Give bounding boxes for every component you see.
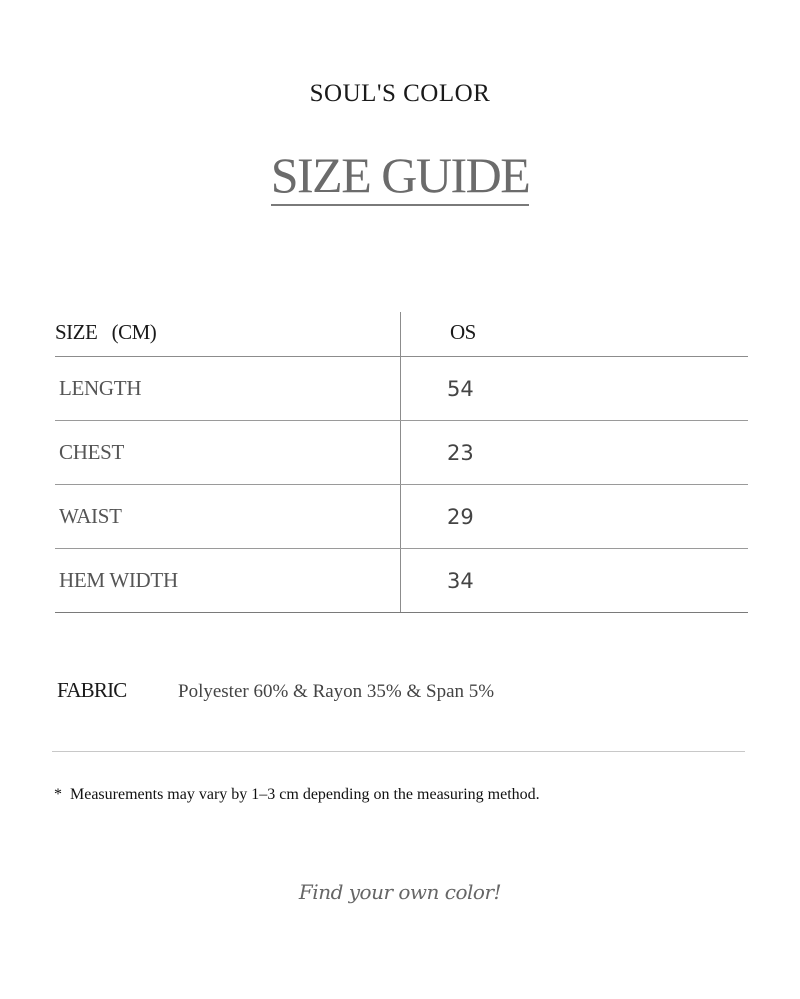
note-marker: * — [54, 786, 62, 803]
table-row — [55, 485, 748, 549]
row-label: LENGTH — [55, 357, 401, 420]
header-size-value: OS — [450, 319, 476, 344]
note-text: Measurements may vary by 1–3 cm depending on the measuring method. — [70, 786, 540, 803]
row-label: HEM WIDTH — [55, 549, 401, 612]
table-row — [55, 549, 748, 613]
table-row — [55, 357, 748, 421]
brand-name: SOUL'S COLOR — [309, 80, 491, 107]
page-title: SIZE GUIDE — [271, 148, 530, 206]
row-value: 29 — [447, 504, 474, 529]
page-title-wrapper — [0, 148, 800, 206]
tagline: Find your own color! — [298, 880, 502, 904]
row-label: WAIST — [55, 485, 401, 548]
size-table-header — [55, 312, 748, 357]
section-divider — [52, 751, 745, 752]
fabric-label: FABRIC — [57, 678, 127, 702]
row-label: CHEST — [55, 421, 401, 484]
table-row — [55, 421, 748, 485]
row-value: 34 — [447, 568, 474, 593]
measurement-note — [54, 786, 540, 804]
fabric-info — [57, 678, 494, 703]
header-size-label: SIZE (CM) — [55, 312, 401, 356]
size-table — [55, 312, 748, 613]
row-value: 23 — [447, 440, 474, 465]
row-value: 54 — [447, 376, 474, 401]
fabric-value: Polyester 60% & Rayon 35% & Span 5% — [178, 681, 495, 702]
